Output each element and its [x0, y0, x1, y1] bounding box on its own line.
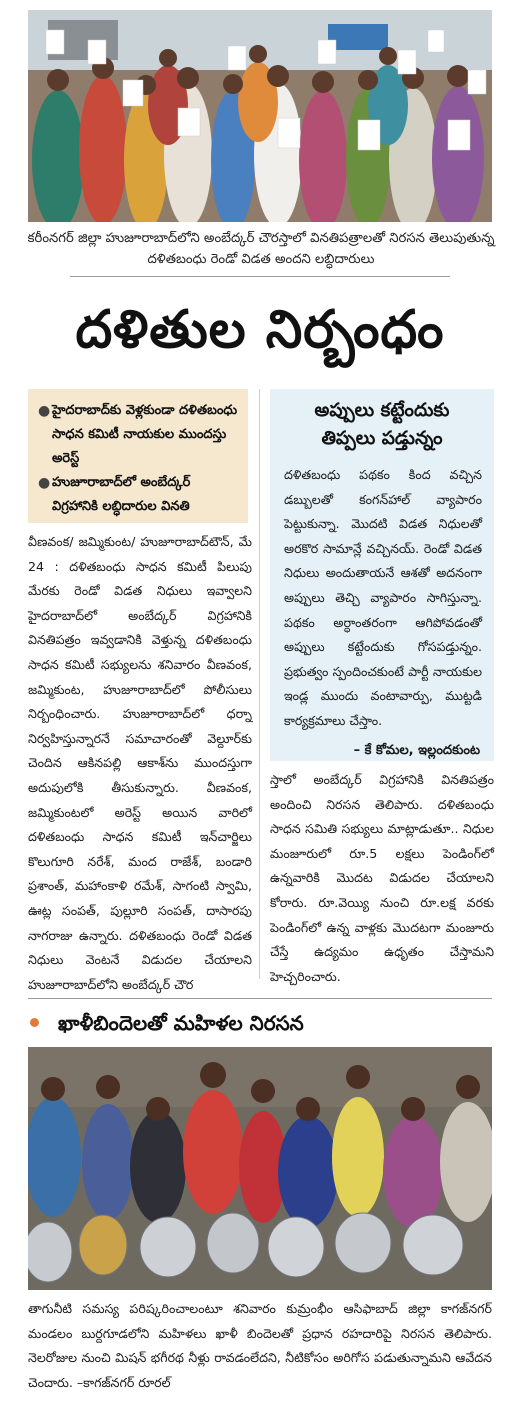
quote-body: దళితబంధు పథకం కింద వచ్చిన డబ్బులతో కంగన్‌హాల్ వ్యాపారం పెట్టుకున్నా. మొదటి విడత నిధులతో అరకొర సామాన్లే వచ్చినయ్. రెండో విడత నిధులు అందుతాయనే ఆశతో అదనంగా అప్పులు తెచ్చి వ్యాపారం సాగిస్తున్నా. పథకం అర్ధాంతరంగా ఆగిపోవడంతో అప్పులు కట్టేందుకు గోసపడ్తున్నం. ప్రభుత్వం స్పందించకుంటే పార్టీ నాయకుల ఇండ్ల ముందు వంటావార్పు, ముట్టడి కార్యక్రమాలు చేస్తాం.	[284, 467, 482, 728]
top-photo-caption: కరీంనగర్ జిల్లా హుజూరాబాద్‌లోని అంబేద్కర్ చౌరస్తాలో వినతిపత్రాలతో నిరసన తెలుపుతున్న దళితబంధు రెండో విడత అందని లబ్ధిదారులు	[27, 231, 495, 267]
highlights-box	[28, 389, 248, 523]
bottom-protest-photo	[28, 1047, 492, 1290]
article-body-left: వీణవంక/ జమ్మికుంట/ హుజూరాబాద్‌టౌన్, మే 24 : దళితబంధు సాధన కమిటీ పిలుపు మేరకు రెండో విడత నిధులు ఇవ్వాలని హైదరాబాద్‌లో అంబేద్కర్ విగ్రహానికి వినతిపత్రం ఇవ్వడానికి వెళ్తున్న దళితబంధు సాధన కమిటీ సభ్యులను శనివారం వీణవంక, జమ్మికుంట, హుజూరాబాద్‌లో పోలీసులు నిర్బంధించారు. హుజూరాబాద్‌లో ధర్నా నిర్వహిస్తున్నారనే సమాచారంతో వెల్దూర్‌కు చెందిన ఆకినపల్లి ఆకాశ్‌ను ముందస్తుగా అదుపులోకి తీసుకున్నారు. వీణవంక, జమ్మికుంటలో అరెస్ట్ అయిన వారిలో దళితబంధు సాధన కమిటీ ఇన్‌చార్జిలు కొలుగూరి నరేశ్, మంద రాజేశ్, బండారి ప్రశాంత్, మహాంకాళి రమేశ్, సాగంటి స్వామి, ఊట్ల సంపత్, పుల్లూరి సంపత్, దాసారపు నాగరాజు ఉన్నారు. దళితబంధు రెండో విడత నిధులు వెంటనే విడుదల చేయాలని హుజూరాబాద్‌లోని అంబేద్కర్ చౌర	[28, 534, 252, 992]
bullet-icon: ●	[38, 475, 51, 491]
women-with-pots-illustration	[28, 1047, 492, 1290]
quote-attribution: – కే కోమల, ఇల్లందకుంట	[353, 742, 480, 758]
second-story-heading: ఖాళీబిందెలతో మహిళల నిరసన	[58, 1011, 304, 1035]
article-body-right: స్తాలో అంబేద్కర్ విగ్రహానికి వినతిపత్రం అందించి నిరసన తెలిపారు. దళితబంధు సాధన సమితి సభ్యులు మాట్లాడుతూ.. నిధుల మంజూరులో రూ.5 లక్షలు పెండింగ్‌లో ఉన్నవారికి మొదట విడుదల చేయాలని కోరారు. రూ.వెయ్యి నుంచి రూ.లక్ష వరకు పెండింగ్‌లో ఉన్న వాళ్లకు మొదటగా మంజూరు చేస్తే ఉద్యమం ఉధృతం చేస్తామని హెచ్చరించారు.	[270, 772, 494, 984]
bottom-photo-caption: తాగునీటి సమస్య పరిష్కరించాలంటూ శనివారం కుమ్రంభీం ఆసిఫాబాద్ జిల్లా కాగజ్‌నగర్ మండలం బుర్దగూడలోని మహిళలు ఖాళీ బిందెలతో ప్రధాన రహదారిపై నిరసన తెలిపారు. నెలరోజుల నుంచి మిషన్ భగీరథ నీళ్లు రావడంలేదని, నీటికోసం అరిగోస పడుతున్నామని ఆవేదన చెందారు. –కాగజ్‌నగర్ రూరల్	[28, 1301, 492, 1390]
quote-box	[270, 389, 494, 761]
caption-rule	[70, 276, 450, 277]
highlight-item: ● హుజూరాబాద్‌లో అంబేద్కర్ విగ్రహానికి లబ్ధిదారుల వినతి	[38, 471, 240, 519]
column-divider	[259, 389, 260, 979]
top-protest-photo	[28, 10, 492, 222]
section-divider	[28, 998, 492, 999]
bullet-icon: ●	[38, 403, 51, 419]
protest-crowd-illustration	[28, 10, 492, 222]
highlight-item: ● హైదరాబాద్‌కు వెళ్లకుండా దళితబంధు సాధన కమిటీ నాయకుల ముందస్తు అరెస్ట్	[38, 399, 240, 471]
quote-title: అప్పులు కట్టేందుకు తిప్పలు పడ్తున్నం	[314, 400, 450, 449]
bullet-icon	[30, 1018, 39, 1027]
page-title: దళితుల నిర్బంధం	[75, 299, 445, 360]
